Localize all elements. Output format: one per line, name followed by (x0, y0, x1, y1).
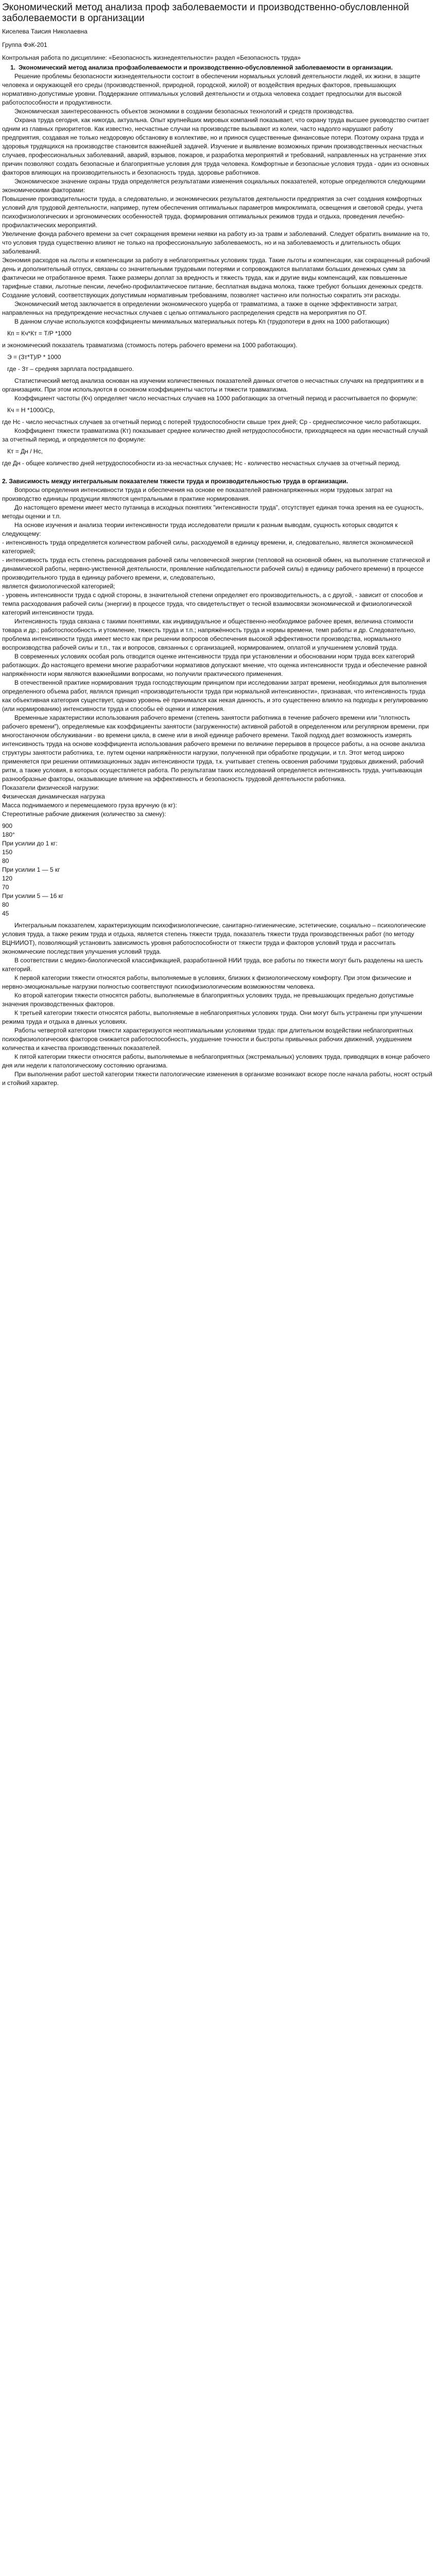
paragraph: К пятой категории тяжести относятся работы, выполняемые в неблагоприятных (экстремальных) условиях труда, приводящих в конце рабочего дня или недели к патологическому состоянию организма. (2, 1053, 430, 1069)
value-line: При усилии 5 — 16 кг (2, 892, 64, 900)
paragraph: - интенсивность труда определяется количеством рабочей силы, расходуемой в единицу времени, и, следовательно, является экономической категорией; (2, 539, 413, 555)
paragraph: Охрана труда сегодня, как никогда, актуальна. Опыт крупнейших мировых компаний показывает, что охрану труда высшее руководство считает одним из главных приоритетов. Как известно, несчастные случаи на производстве вызывают из колеи, часто надолго нарушают работу предприятия, создавая не только нездоровую обстановку в коллективе, но и принося существенные финансовые потери. Поэтому охрана труда и здоровья трудящихся на производстве становится важнейшей задачей. Изучение и выявление возможных причин производственных несчастных случаев, профессиональных заболеваний, аварий, взрывов, пожаров, и разработка мероприятий и требований, направленных на устранение этих причин позволяют создать безопасные и благоприятные условия для труда человека. Комфортные и безопасные условия труда - один из основных факторов влияющих на производительность и безопасность труда, здоровье работников. (2, 116, 429, 176)
author: Киселева Таисия Николаевна (2, 28, 88, 35)
value-line: При усилии до 1 кг: (2, 840, 58, 847)
paragraph: Экономическое значение охраны труда определяется результатами изменения социальных показателей, которые определяются следующими экономическими факторами: (2, 178, 426, 194)
value-line: 900 (2, 822, 13, 829)
value-line: 80 (2, 901, 9, 908)
value-line: 80 (2, 857, 9, 865)
paragraph: В современных условиях особая роль отводится оценке интенсивности труда при установлении и обосновании норм труда всех категорий работающих. До настоящего времени многие разработчики нормативов допускают мнение, что оценка интенсивности труда и обеспечение равной напряжённости норм являются важнейшими вопросами, но получили практического применения. (2, 653, 427, 677)
paragraph: В соответствии с медико-биологической классификацией, разработанной НИИ труда, все работы по тяжести могут быть разделены на шесть категорий. (2, 957, 423, 973)
paragraph: Коэффициент частоты (Кч) определяет число несчастных случаев на 1000 работающих за отчетный период и рассчитывается по формуле: (14, 395, 418, 402)
formula: Кч = Н *1000/Ср, (7, 406, 55, 414)
paragraph: Стереотипные рабочие движения (количество за смену): (2, 810, 166, 818)
paragraph: Коэффициент тяжести травматизма (Кт) показывает среднее количество дней нетрудоспособности, приходящееся на один несчастный случай за отчетный период, и определяется по формуле: (2, 427, 428, 443)
value-line: При усилии 1 — 5 кг (2, 866, 60, 873)
paragraph: - уровень интенсивности труда с одной стороны, в значительной степени определяет его производительность, а с другой, - зависит от способов и темпа расходования рабочей силы (энергии) в процессе труда, что свидетельствует о тесной взаимосвязи экономической и физиологической категорий интенсивности труда. (2, 591, 423, 616)
paragraph: До настоящего времени имеет место путаница в исходных понятиях "интенсивности труда", отсутствует единая точка зрения на ее сущность, методы оценки и т.п. (2, 504, 424, 520)
paragraph: Экономический метод заключается в определении экономического ущерба от травматизма, а также в оценке эффективности затрат, направленных на предупреждение несчастных случаев с целью оптимального распределения средств на мероприятия по ОТ. (2, 300, 398, 316)
section-1-heading: 1. Экономический метод анализа профзаболеваемости и производственно-обусловленной заболеваемости в организации. (10, 64, 393, 71)
paragraph: Вопросы определения интенсивности труда и обеспечения на основе ее показателей равнонапряженных норм трудовых затрат на производство единицы продукции являются центральными в практике нормирования. (2, 486, 393, 502)
paragraph: Показатели физической нагрузки: (2, 784, 99, 791)
paragraph: Статистический метод анализа основан на изучении количественных показателей данных отчетов о несчастных случаях на предприятиях и в организациях. При этом используются в основном коэффициенты частоты и тяжести травматизма. (2, 377, 424, 393)
paragraph: Экономия расходов на льготы и компенсации за работу в неблагоприятных условиях труда. Такие льготы и компенсации, как сокращенный рабочий день и дополнительный отпуск, связаны со значительными трудовыми потерями и сопровождаются выплатами больших денежных сумм за фактически не отработанное время. Также размеры доплат за вредность и тяжесть труда, как и другие виды компенсаций, как повышенные тарифные ставки, льготные пенсии, лечебно-профилактическое питание, бесплатная выдача молока, также требуют больших денежных средств. Создание условий, соответствующих допустимым нормативным требованиям, позволяет частично или полностью сократить эти расходы. (2, 257, 430, 299)
formula: Кп = Кч*Кт = Т/Р *1000 (7, 330, 72, 337)
paragraph: Временные характеристики использования рабочего времени (степень занятости работника в течение рабочего времени или "плотность рабочего времени"), определяемые как коэффициенты занятости (загруженности) активной работой в определенном или регулярном времени, при многостаночном обслуживании - во времени цикла, в смене или в иной единице рабочего времени. Такой подход дает возможность измерять интенсивность труда на основе коэффициента использования рабочего времени по величине перерывов в процессе работы, а на основе анализа структуры занятости работника, т.е. путем оценки напряжённости нагрузки, полученной при обработке продукции, и т.п. Этот метод широко применяется при решении оптимизационных задач интенсивности труда, т.к. учитывает степень освоения рабочими трудовых движений, рабочий ритм, а также условия, в которых осуществляется работа. По результатам таких исследований определяется интенсивность труда, учитывающая разнообразные факторы, оказывающие влияние на эффективность и безопасность трудовой деятельности работника. (2, 714, 429, 783)
paragraph: и экономический показатель травматизма (стоимость потерь рабочего времени на 1000 работающих). (2, 342, 298, 349)
formula-note: где - Зт – средняя зарплата пострадавшего. (7, 365, 134, 372)
formula: Кт = Дн / Нс, (7, 448, 43, 455)
paragraph: В отечественной практике нормирования труда господствующим принципом при исследовании затрат времени, необходимых для выполнения определенного объема работ, являлся принцип «производительности труда при нормальной интенсивности», признавая, что интенсивность труда как объективная категория существует, однако уровень её принимался как некая данность, и это существенно влияло на подходы к регулированию (или нормированию) интенсивности труда и способы её оценки и измерения. (2, 679, 428, 713)
value-line: 45 (2, 910, 9, 917)
paragraph: К первой категории тяжести относятся работы, выполняемые в условиях, близких к физиологическому комфорту. При этом физические и нервно-эмоциональные нагрузки полностью соответствуют психофизиологическим возможностям человека. (2, 974, 411, 990)
section-2-heading: 2. Зависимость между интегральным показателем тяжести труда и производительностью труда в организации. (2, 478, 348, 485)
page-title: Экономический метод анализа проф заболеваемости и производственно-обусловленной заболеваемости в организации (2, 2, 409, 24)
value-line: 180° (2, 831, 15, 838)
paragraph: Ко второй категории тяжести относятся работы, выполняемые в благоприятных условиях труда, не превышающих предельно допустимые значения производственных факторов. (2, 992, 414, 1008)
paragraph: Физическая динамическая нагрузка (2, 793, 105, 800)
paragraph: Решение проблемы безопасности жизнедеятельности состоит в обеспечении нормальных условий деятельности людей, их жизни, в защите человека и окружающей его среды (производственной, природной, городской, жилой) от воздействия вредных факторов, превышающих нормативно-допустимые уровни. Поддержание оптимальных условий деятельности и отдыха человека создает предпосылки для высокой работоспособности и продуктивности. (2, 73, 421, 106)
paragraph: где Нс - число несчастных случаев за отчетный период с потерей трудоспособности свыше трех дней; Ср - среднесписочное число работающих. (2, 418, 422, 426)
paragraph: Масса поднимаемого и перемещаемого груза вручную (в кг): (2, 802, 177, 809)
paragraph: Увеличение фонда рабочего времени за счет сокращения времени неявки на работу из-за травм и заболеваний. Следует обратить внимание на то, что условия труда существенно влияют не только на профессиональную заболеваемость, но и на заболеваемость и длительность общих заболеваний. (2, 230, 430, 255)
paragraph: К третьей категории тяжести относятся работы, выполняемые в неблагоприятных условиях труда. Они могут быть устранены при улучшении режима труда и отдыха в данных условиях. (2, 1009, 423, 1025)
formula: Э = (Зт*Т)/Р * 1000 (7, 353, 61, 361)
paragraph: - интенсивность труда есть степень расходования рабочей силы человеческой энергии (тепловой на основной обмен, на выполнение статической и динамической работы, нервно-умственной деятельности, проявление наблюдательности рабочей силы) в единицу рабочего времени) в процессе производительного труда в единицу рабочего времени, и, следовательно, (2, 556, 430, 581)
group: Группа ФэК-201 (2, 41, 47, 48)
paragraph: где Дн - общее количество дней нетрудоспособности из-за несчастных случаев; Нс - количество несчастных случаев за отчетный период. (2, 460, 401, 467)
paragraph: Работы четвертой категории тяжести характеризуются неоптимальными условиями труда: при длительном воздействии неблагоприятных психофизиологических факторов снижается работоспособность, ухудшение точности и быстроты привычных рабочих движений, ухудшением количества и качества производственных показателей. (2, 1027, 413, 1052)
paragraph: Повышение производительности труда, а следовательно, и экономических результатов деятельности предприятия за счет создания комфортных условий для трудовой деятельности, например, путем обеспечения оптимальных параметров микроклимата, освещения и световой среды, учета психофизиологических и эргономических особенностей труда, формирования оптимальных режимов труда и отдыха, проведения лечебно-профилактических мероприятий. (2, 195, 423, 229)
paragraph: является физиологической категорией; (2, 583, 115, 590)
value-line: 150 (2, 849, 13, 856)
value-line: 120 (2, 875, 13, 882)
subject: Контрольная работа по дисциплине: «Безопасность жизнедеятельности» раздел «Безопасность труда» (2, 54, 301, 61)
value-line: 70 (2, 884, 9, 891)
paragraph: В данном случае используются коэффициенты минимальных материальных потерь Кп (трудопотери в днях на 1000 работающих) (14, 318, 390, 325)
paragraph: Интенсивность труда связана с такими понятиями, как индивидуальное и общественно-необходимое рабочее время, величина стоимости товара и др.; работоспособность и утомление, тяжесть труда и т.п.; напряжённость труда и нормы времени, темп работы и др. Следовательно, проблема интенсивности труда имеет место как при решении вопросов обеспечения высокой эффективности производства, нормального воспроизводства рабочей силы и т.п., так и вопросов, связанных с организацией, нормированием, оплатой и улучшением условий труда. (2, 618, 415, 651)
paragraph: Интегральным показателем, характеризующим психофизиологические, санитарно-гигиенические, эстетические, социально – психологические условия труда, а также режим труда и отдыха, является степень тяжести труда, показатель тяжести труда производственных работ (по методу ВЦНИИОТ), позволяющий установить зависимость уровня работоспособности от тяжести труда и факторов условий труда и рассчитать экономические последствия улучшения условий труда. (2, 922, 426, 955)
paragraph: На основе изучения и анализа теории интенсивности труда исследователи пришли к разным выводам, сущность которых сводится к следующему: (2, 521, 398, 537)
paragraph: Экономическая заинтересованность объектов экономики в создании безопасных технологий и средств производства. (14, 108, 354, 115)
paragraph: При выполнении работ шестой категории тяжести патологические изменения в организме возникают вскоре после начала работы, носят острый и стойкий характер. (2, 1071, 432, 1087)
document-page (0, 0, 436, 1088)
